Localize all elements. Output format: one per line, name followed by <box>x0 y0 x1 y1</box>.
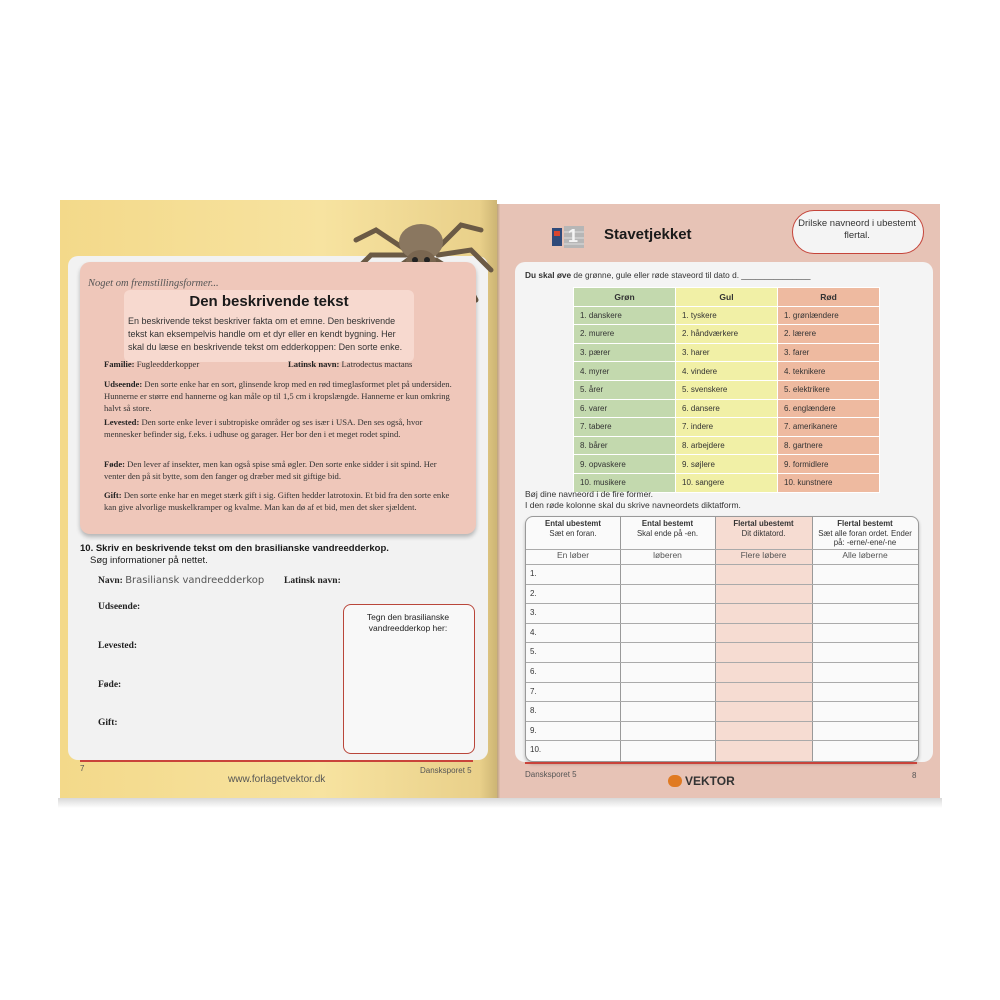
latin-row <box>288 358 412 370</box>
spelling-word-yellow: 4. vindere <box>676 362 778 381</box>
form-example: En løber <box>556 550 590 560</box>
spelling-row <box>574 362 880 381</box>
spelling-word-red: 7. amerikanere <box>778 418 880 437</box>
row-divider <box>526 721 918 722</box>
book-shadow <box>58 798 942 808</box>
spelling-word-red: 8. gartnere <box>778 436 880 455</box>
spelling-word-red: 5. elektrikere <box>778 380 880 399</box>
familie-value: Fugleedderkopper <box>136 359 200 369</box>
navn-label: Navn: <box>98 576 123 586</box>
card-title: Den beskrivende tekst <box>189 293 349 310</box>
form-example: løberen <box>653 550 682 560</box>
navn-value: Brasiliansk vandreedderkop <box>125 575 265 586</box>
section-number: 1 <box>568 226 579 246</box>
right-page-number: 8 <box>912 771 917 780</box>
form-header-sub: Dit diktatord. <box>741 528 786 538</box>
spelling-word-green: 5. årer <box>574 380 676 399</box>
fode-text: Den lever af insekter, men kan også spise små øgler. Den sorte enke sidder i sit spind. Her venter den på sit bytte, som den fanger og dræber med sit giftige bid. <box>104 459 437 481</box>
left-page <box>60 200 497 798</box>
row-divider <box>526 564 918 565</box>
spelling-word-green: 8. bårer <box>574 436 676 455</box>
card-caption: Noget om fremstillingsformer... <box>88 278 219 289</box>
spelling-row <box>574 380 880 399</box>
spelling-word-red: 6. englændere <box>778 399 880 418</box>
column-header-yellow: Gul <box>676 288 778 307</box>
spelling-word-yellow: 10. sangere <box>676 473 778 492</box>
familie-label: Familie: <box>104 359 135 369</box>
form-example: Alle løberne <box>842 550 888 560</box>
spelling-word-green: 6. varer <box>574 399 676 418</box>
udseende-label: Udseende: <box>104 379 143 389</box>
task-10 <box>80 543 389 567</box>
gift-text: Den sorte enke har en meget stærk gift i sig. Giften hedder latrotoxin. Et bid fra den sorte enke kan give alvorlige muskelkramper og kvalme. Man kan dø af et bid, men det sker sjældent. <box>104 490 450 512</box>
spelling-word-yellow: 2. håndværkere <box>676 325 778 344</box>
latin-value: Latrodectus mactans <box>341 359 413 369</box>
column-divider <box>812 517 813 761</box>
row-number[interactable]: 4. <box>530 628 537 637</box>
row-divider <box>526 642 918 643</box>
row-number[interactable]: 9. <box>530 726 537 735</box>
header-divider <box>526 549 918 550</box>
practice-instruction <box>525 270 811 280</box>
spelling-row <box>574 418 880 437</box>
row-divider <box>526 584 918 585</box>
row-number[interactable]: 3. <box>530 608 537 617</box>
publisher-logo-text: VEKTOR <box>685 774 735 788</box>
practice-instruction-rest: de grønne, gule eller røde staveord til dato d. _______________ <box>571 270 811 280</box>
row-divider <box>526 701 918 702</box>
spelling-word-yellow: 7. indere <box>676 418 778 437</box>
spelling-row <box>574 399 880 418</box>
form-header <box>620 519 715 551</box>
spelling-word-yellow: 9. søjlere <box>676 455 778 474</box>
spelling-word-green: 1. danskere <box>574 306 676 325</box>
spelling-word-red: 3. farer <box>778 343 880 362</box>
spelling-word-red: 2. lærere <box>778 325 880 344</box>
open-workbook <box>60 200 940 798</box>
drawing-instruction: Tegn den brasilianske vandreedderkop her: <box>366 612 450 633</box>
column-header-green: Grøn <box>574 288 676 307</box>
form-header-title: Flertal bestemt <box>837 519 893 528</box>
spelling-row <box>574 343 880 362</box>
task-title: 10. Skriv en beskrivende tekst om den brasilianske vandreedderkop. <box>80 543 389 554</box>
form-header-title: Ental ubestemt <box>545 519 601 528</box>
latin2-label: Latinsk navn: <box>284 576 341 586</box>
spelling-row <box>574 306 880 325</box>
word-forms-table <box>525 516 919 762</box>
left-footer-rule <box>80 760 473 762</box>
spelling-row <box>574 436 880 455</box>
levested-paragraph <box>104 416 454 440</box>
column-header-red: Rød <box>778 288 880 307</box>
form-header-sub: Sæt alle foran ordet. Ender på: -erne/-ene/-ne <box>818 528 912 547</box>
form-header-title: Flertal ubestemt <box>733 519 794 528</box>
column-divider <box>620 517 621 761</box>
row-number[interactable]: 8. <box>530 706 537 715</box>
gift-field[interactable]: Gift: <box>98 718 118 728</box>
spelling-word-yellow: 5. svenskere <box>676 380 778 399</box>
navn-field[interactable] <box>98 575 264 586</box>
row-divider <box>526 623 918 624</box>
spelling-word-red: 9. formidlere <box>778 455 880 474</box>
form-header-title: Ental bestemt <box>641 519 694 528</box>
spelling-word-red: 4. teknikere <box>778 362 880 381</box>
spelling-word-yellow: 1. tyskere <box>676 306 778 325</box>
row-number[interactable]: 2. <box>530 589 537 598</box>
spelling-word-red: 1. grønlændere <box>778 306 880 325</box>
form-instruction-2: I den røde kolonne skal du skrive navneordets diktatform. <box>525 500 741 510</box>
spelling-word-yellow: 3. harer <box>676 343 778 362</box>
spelling-word-green: 10. musikere <box>574 473 676 492</box>
spelling-word-green: 4. myrer <box>574 362 676 381</box>
column-divider <box>715 517 716 761</box>
form-example: Flere løbere <box>740 550 787 560</box>
udseende-field[interactable]: Udseende: <box>98 602 141 612</box>
left-page-number: 7 <box>80 764 85 773</box>
row-number[interactable]: 1. <box>530 569 537 578</box>
udseende-text: Den sorte enke har en sort, glinsende krop med en rød timeglasformet plet på undersiden. Hunnerne er større end hannerne og kan måle op til 1,5 cm i kropslængde. Hannerne er kun omkring halvt så store. <box>104 379 452 413</box>
row-number[interactable]: 6. <box>530 667 537 676</box>
spelling-row <box>574 455 880 474</box>
row-divider <box>526 740 918 741</box>
levested-text: Den sorte enke lever i subtropiske områder og ses især i USA. Den ses også, hvor mennesker befinder sig, f.eks. i udhuse og garager. Her bor den i et meget rodet spind. <box>104 417 423 439</box>
row-number[interactable]: 10. <box>530 745 542 754</box>
right-book-title: Dansksporet 5 <box>525 770 577 779</box>
form-instructions <box>525 489 741 511</box>
levested-label: Levested: <box>104 417 140 427</box>
udseende-paragraph <box>104 378 454 414</box>
fode-paragraph <box>104 458 454 482</box>
section-title: Stavetjekket <box>604 226 692 243</box>
gift-label: Gift: <box>104 490 122 500</box>
levested-field[interactable]: Levested: <box>98 641 138 651</box>
fode-field[interactable]: Føde: <box>98 680 122 690</box>
left-book-title: Dansksporet 5 <box>420 766 472 775</box>
spelling-word-green: 9. opvaskere <box>574 455 676 474</box>
form-header <box>715 519 812 551</box>
vektor-logo-icon <box>668 775 682 787</box>
right-page <box>500 204 940 798</box>
form-instruction-1: Bøj dine navneord i de fire former. <box>525 489 654 499</box>
familie-row <box>104 358 199 370</box>
card-intro: En beskrivende tekst beskriver fakta om et emne. Den beskrivende tekst kan eksempelvis handle om et dyr eller en kendt bygning. Her skal du læse en beskrivende tekst om edderkoppen: Den sorte enke. <box>128 316 403 352</box>
row-divider <box>526 603 918 604</box>
spelling-word-yellow: 8. arbejdere <box>676 436 778 455</box>
topic-badge-text: Drilske navneord i ubestemt flertal. <box>798 218 916 241</box>
right-footer-rule <box>525 762 917 764</box>
form-header-sub: Skal ende på -en. <box>636 528 699 538</box>
fode-label: Føde: <box>104 459 126 469</box>
form-header-sub: Sæt en foran. <box>549 528 597 538</box>
practice-instruction-bold: Du skal øve <box>525 270 572 280</box>
task-sub: Søg informationer på nettet. <box>90 555 208 566</box>
form-header <box>526 519 620 551</box>
spelling-word-rows <box>574 306 880 492</box>
spelling-word-green: 7. tabere <box>574 418 676 437</box>
spelling-word-table <box>573 287 880 493</box>
spelling-word-green: 3. pærer <box>574 343 676 362</box>
publisher-url: www.forlagetvektor.dk <box>228 774 326 785</box>
spelling-word-green: 2. murere <box>574 325 676 344</box>
row-number[interactable]: 7. <box>530 687 537 696</box>
row-divider <box>526 662 918 663</box>
row-divider <box>526 682 918 683</box>
form-header <box>812 519 918 551</box>
gift-paragraph <box>104 489 454 513</box>
spelling-word-yellow: 6. dansere <box>676 399 778 418</box>
spelling-row <box>574 325 880 344</box>
latin2-field[interactable] <box>284 576 341 586</box>
spelling-word-red: 10. kunstnere <box>778 473 880 492</box>
row-number[interactable]: 5. <box>530 647 537 656</box>
latin-label: Latinsk navn: <box>288 359 340 369</box>
